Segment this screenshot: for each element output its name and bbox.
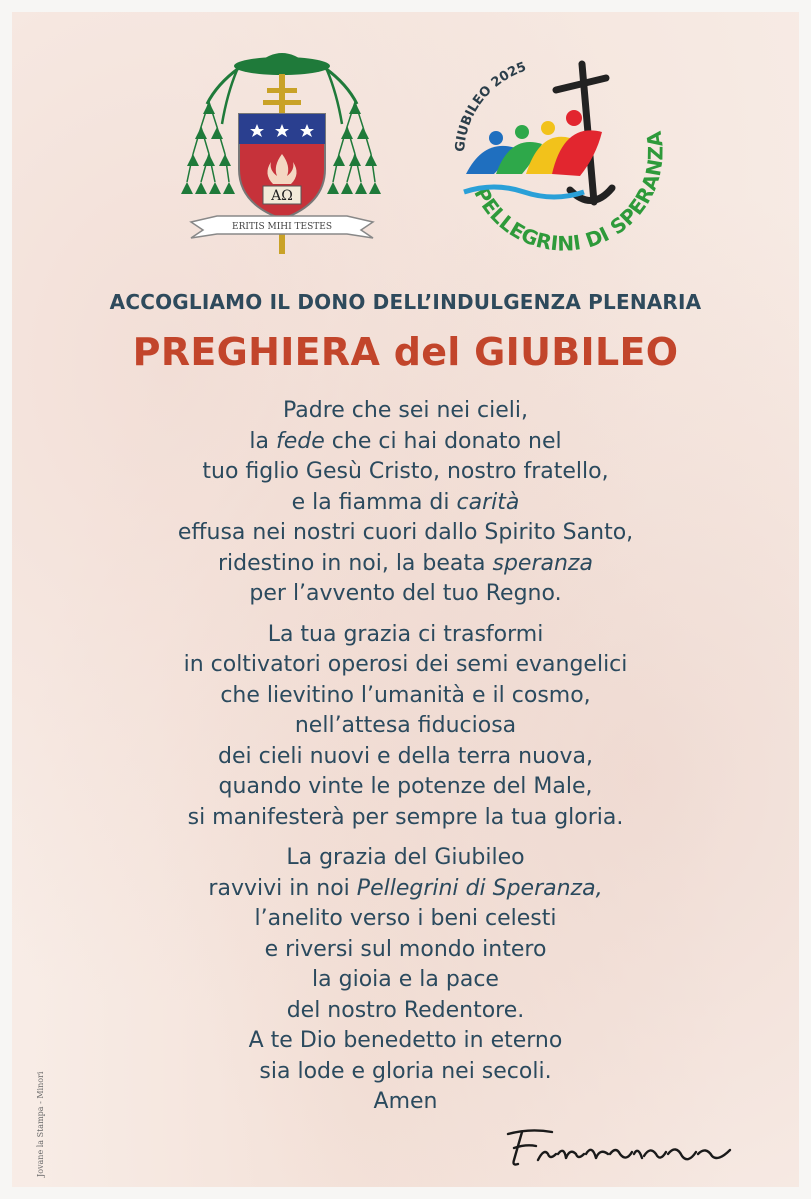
prayer-line: per l’avvento del tuo Regno. — [249, 581, 562, 606]
prayer-line: quando vinte le potenze del Male, — [218, 774, 593, 799]
prayer-line: in coltivatori operosi dei semi evangelici — [183, 652, 628, 677]
jubilee-top-text: GIUBILEO 2025 — [452, 59, 529, 153]
coat-of-arms-logo — [177, 44, 387, 262]
prayer-line — [12, 427, 799, 458]
page-subtitle: ACCOGLIAMO IL DONO DELL’INDULGENZA PLENARIA — [109, 290, 702, 314]
prayer-line — [12, 874, 799, 905]
motto-text: ERITIS MIHI TESTES — [232, 222, 332, 232]
franciscus-signature — [500, 1124, 740, 1174]
page-title: PREGHIERA del GIUBILEO — [132, 330, 679, 374]
prayer-line: la gioia e la pace — [312, 967, 499, 992]
prayer-line: che lievitino l’umanità e il cosmo, — [220, 682, 591, 708]
prayer-italic-word: speranza — [492, 550, 593, 576]
prayer-text — [12, 396, 799, 1128]
shield-letters: ΑΩ — [271, 188, 293, 204]
prayer-line — [12, 488, 799, 519]
prayer-italic-word: fede — [276, 428, 325, 454]
prayer-text-run: ridestino in noi, la beata — [218, 550, 493, 576]
prayer-line: nell’attesa fiduciosa — [294, 713, 517, 738]
prayer-text-run: e la fiamma di — [291, 489, 457, 515]
jubilee-bottom-text: PELLEGRINI DI SPERANZA — [469, 129, 668, 252]
prayer-text-run: ravvivi in noi — [208, 875, 357, 901]
prayer-line: Amen — [373, 1089, 438, 1114]
prayer-line — [12, 549, 799, 580]
prayer-line: e riversi sul mondo intero — [264, 936, 547, 962]
prayer-italic-word: carità — [456, 489, 520, 515]
prayer-stanza-1 — [12, 396, 799, 610]
printer-credit: Jovane la Stampa - Minori — [36, 1071, 45, 1177]
prayer-text-run: la — [249, 428, 276, 454]
prayer-line: si manifesterà per sempre la tua gloria. — [187, 804, 624, 830]
jubilee-2025-logo — [444, 52, 674, 252]
prayer-line: effusa nei nostri cuori dallo Spirito Santo, — [177, 520, 634, 545]
prayer-text-run: che ci hai donato nel — [324, 428, 562, 454]
prayer-line: tuo figlio Gesù Cristo, nostro fratello, — [202, 459, 609, 484]
prayer-line: l’anelito verso i beni celesti — [254, 906, 557, 931]
prayer-line: La tua grazia ci trasformi — [267, 621, 544, 647]
prayer-italic-word: Pellegrini di Speranza, — [356, 875, 603, 901]
prayer-line: A te Dio benedetto in eterno — [248, 1028, 563, 1053]
prayer-line: Padre che sei nei cieli, — [282, 398, 529, 423]
prayer-stanza-2 — [12, 620, 799, 834]
prayer-stanza-3 — [12, 843, 799, 1118]
prayer-line: La grazia del Giubileo — [286, 845, 525, 870]
prayer-line: sia lode e gloria nei secoli. — [259, 1058, 552, 1084]
prayer-line: dei cieli nuovi e della terra nuova, — [218, 743, 593, 769]
prayer-line: del nostro Redentore. — [286, 997, 525, 1023]
